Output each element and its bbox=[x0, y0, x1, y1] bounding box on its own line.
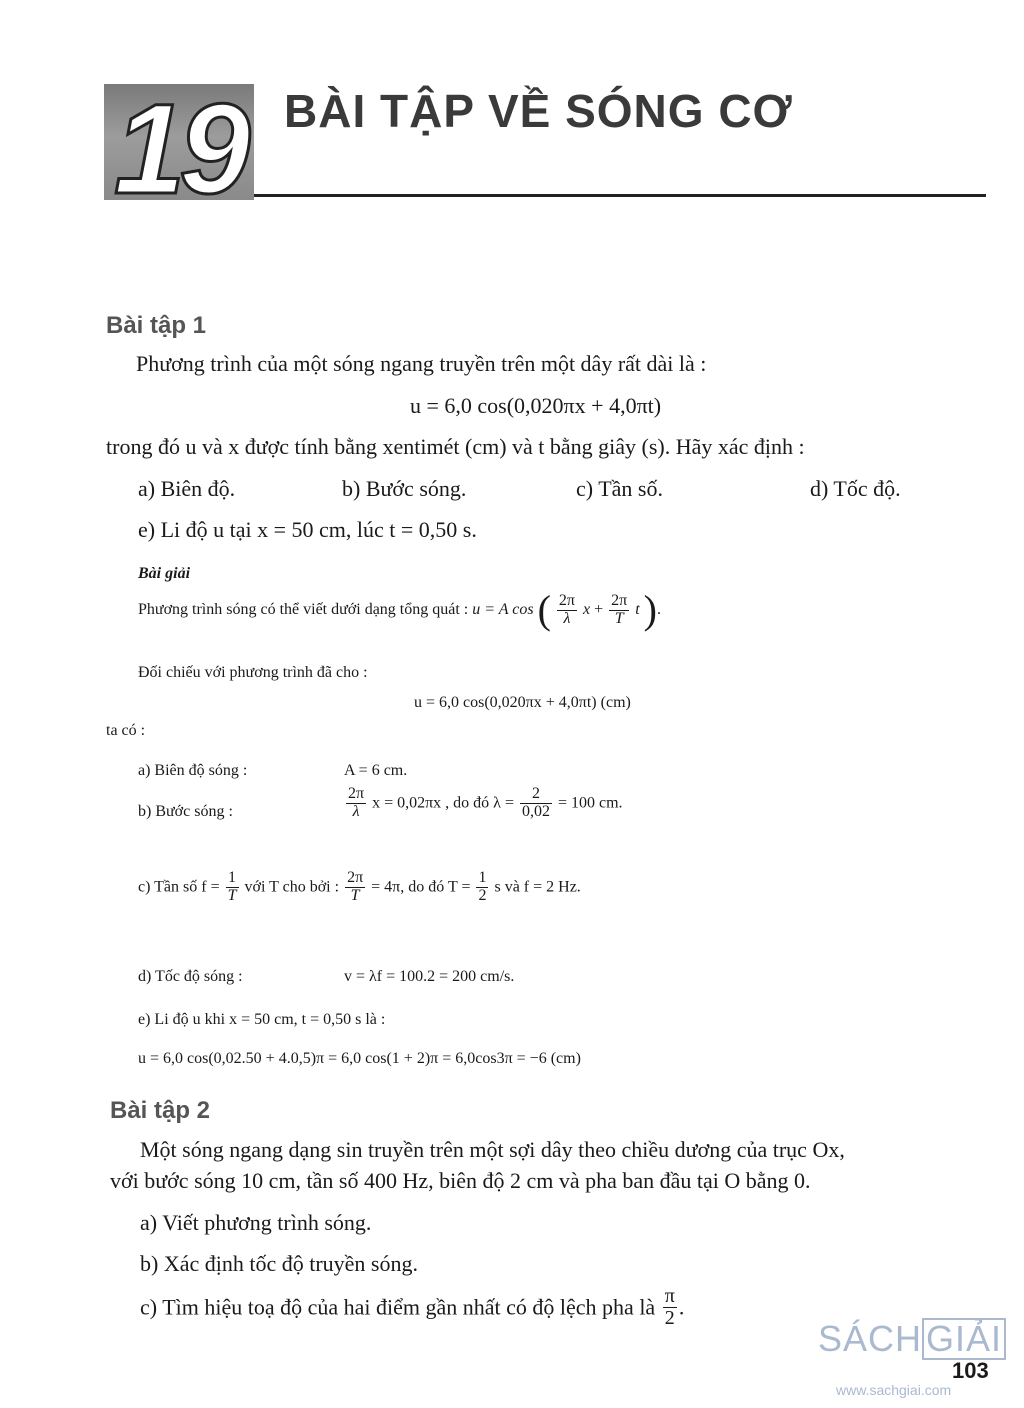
frac-num: 2π bbox=[347, 869, 364, 886]
chapter-number: 19 bbox=[114, 84, 245, 200]
frac-num: 1 bbox=[226, 870, 239, 888]
frac-den: λ bbox=[563, 609, 571, 627]
sol-given-eq: u = 6,0 cos(0,020πx + 4,0πt) (cm) bbox=[414, 694, 631, 711]
ex1-equation: u = 6,0 cos(0,020πx + 4,0πt) bbox=[410, 393, 662, 418]
frac-num: 2π bbox=[348, 785, 365, 802]
ex1-desc: trong đó u và x được tính bằng xentimét (cm) và t bằng giây (s). Hãy xác định : bbox=[106, 434, 805, 459]
pi-over-two bbox=[663, 1286, 677, 1329]
ex1-intro: Phương trình của một sóng ngang truyền trên một dây rất dài là : bbox=[136, 351, 707, 376]
sol-b-end: = 100 cm. bbox=[557, 794, 623, 812]
frac-num: π bbox=[664, 1285, 675, 1307]
sol-general-line: Phương trình sóng có thể viết dưới dạng tổng quát : u = A cos ( $\frac{2\pi}{\lambda}$ x + $\frac{2\pi}{T}$ t ). bbox=[138, 587, 661, 632]
sol-e-value: u = 6,0 cos(0,02.50 + 4.0,5)π = 6,0 cos(1 + 2)π = 6,0cos3π = −6 (cm) bbox=[138, 1050, 581, 1067]
sol-e-label: e) Li độ u khi x = 50 cm, t = 0,50 s là : bbox=[138, 1011, 386, 1028]
right-paren: ) bbox=[643, 587, 657, 632]
frac-num: 2 bbox=[520, 786, 552, 804]
frac-den: T bbox=[350, 886, 360, 904]
sol-b-mid: x = 0,02πx , do đó λ = bbox=[372, 794, 518, 812]
ex2-item-b: b) Xác định tốc độ truyền sóng. bbox=[140, 1251, 418, 1276]
chapter-rule bbox=[254, 194, 986, 197]
ex1-heading: Bài tập 1 bbox=[106, 312, 207, 339]
chapter-title: BÀI TẬP VỀ SÓNG CƠ bbox=[284, 85, 793, 137]
sol-c-end: s và f = 2 Hz. bbox=[494, 878, 581, 896]
plus: + bbox=[594, 601, 608, 618]
ex2-line2: với bước sóng 10 cm, tần số 400 Hz, biên độ 2 cm và pha ban đầu tại O bằng 0. bbox=[110, 1168, 811, 1193]
two-pi-over-T bbox=[609, 593, 629, 628]
frac-num: 1 bbox=[478, 869, 487, 886]
sol-c-mid2: = 4π, do đó T = bbox=[371, 878, 475, 896]
sol-general-lhs: u = A cos bbox=[472, 601, 534, 618]
watermark-brand-a: SÁCH bbox=[818, 1318, 923, 1359]
chapter-number-box bbox=[104, 84, 254, 200]
sol-a-label: a) Biên độ sóng : bbox=[138, 762, 248, 779]
sol-d-value: v = λf = 100.2 = 200 cm/s. bbox=[344, 968, 515, 985]
watermark-url: www.sachgiai.com bbox=[836, 1382, 952, 1398]
frac-num: 2π bbox=[558, 591, 575, 609]
sol-c-line bbox=[138, 870, 581, 905]
frac-den: 2 bbox=[664, 1307, 675, 1329]
sol-b-expr bbox=[344, 786, 623, 821]
solution-label: Bài giải bbox=[138, 565, 191, 582]
frac-num: 2π bbox=[611, 591, 628, 609]
ex1-item-e: e) Li độ u tại x = 50 cm, lúc t = 0,50 s. bbox=[138, 517, 477, 542]
sol-general-text: Phương trình sóng có thể viết dưới dạng tổng quát : bbox=[138, 601, 473, 618]
one-over-two bbox=[476, 870, 488, 905]
sol-compare: Đối chiếu với phương trình đã cho : bbox=[138, 664, 368, 681]
ex2-heading: Bài tập 2 bbox=[110, 1097, 211, 1124]
two-pi-over-lambda bbox=[346, 786, 366, 821]
two-pi-over-lambda bbox=[557, 593, 577, 628]
frac-den: 2 bbox=[478, 886, 487, 904]
sol-b-label: b) Bước sóng : bbox=[138, 803, 233, 820]
two-pi-over-T bbox=[345, 870, 365, 905]
sol-ta-co: ta có : bbox=[106, 722, 146, 739]
left-paren: ( bbox=[537, 587, 551, 632]
sol-c-label: c) Tần số f = bbox=[138, 878, 224, 896]
ex2-line1: Một sóng ngang dạng sin truyền trên một sợi dây theo chiều dương của trục Ox, bbox=[140, 1137, 845, 1162]
frac-den: λ bbox=[352, 802, 360, 820]
sol-c-mid: với T cho bởi : bbox=[244, 878, 344, 896]
ex2-item-a: a) Viết phương trình sóng. bbox=[140, 1210, 372, 1235]
var-t: t bbox=[635, 601, 640, 618]
sol-a-value: A = 6 cm. bbox=[344, 762, 408, 779]
one-over-T bbox=[226, 870, 239, 905]
frac-den: T bbox=[227, 886, 237, 904]
ex1-item-d: d) Tốc độ. bbox=[810, 476, 901, 501]
sol-d-label: d) Tốc độ sóng : bbox=[138, 968, 243, 985]
watermark-brand-b: GIẢI bbox=[922, 1318, 1006, 1360]
two-over-002 bbox=[520, 786, 552, 821]
ex2-item-c: c) Tìm hiệu toạ độ của hai điểm gần nhất có độ lệch pha là bbox=[140, 1294, 656, 1320]
watermark-logo bbox=[818, 1318, 1006, 1360]
frac-den: T bbox=[614, 609, 624, 627]
ex1-item-a: a) Biên độ. bbox=[138, 476, 236, 501]
frac-den: 0,02 bbox=[521, 802, 550, 820]
ex2-item-c-line: c) Tìm hiệu toạ độ của hai điểm gần nhất có độ lệch pha là $\frac{\pi}{2}$ . bbox=[140, 1285, 685, 1329]
ex1-item-b: b) Bước sóng. bbox=[342, 476, 467, 501]
page-number: 103 bbox=[952, 1358, 989, 1383]
var-x: x bbox=[582, 601, 591, 618]
ex1-item-c: c) Tần số. bbox=[576, 476, 663, 501]
